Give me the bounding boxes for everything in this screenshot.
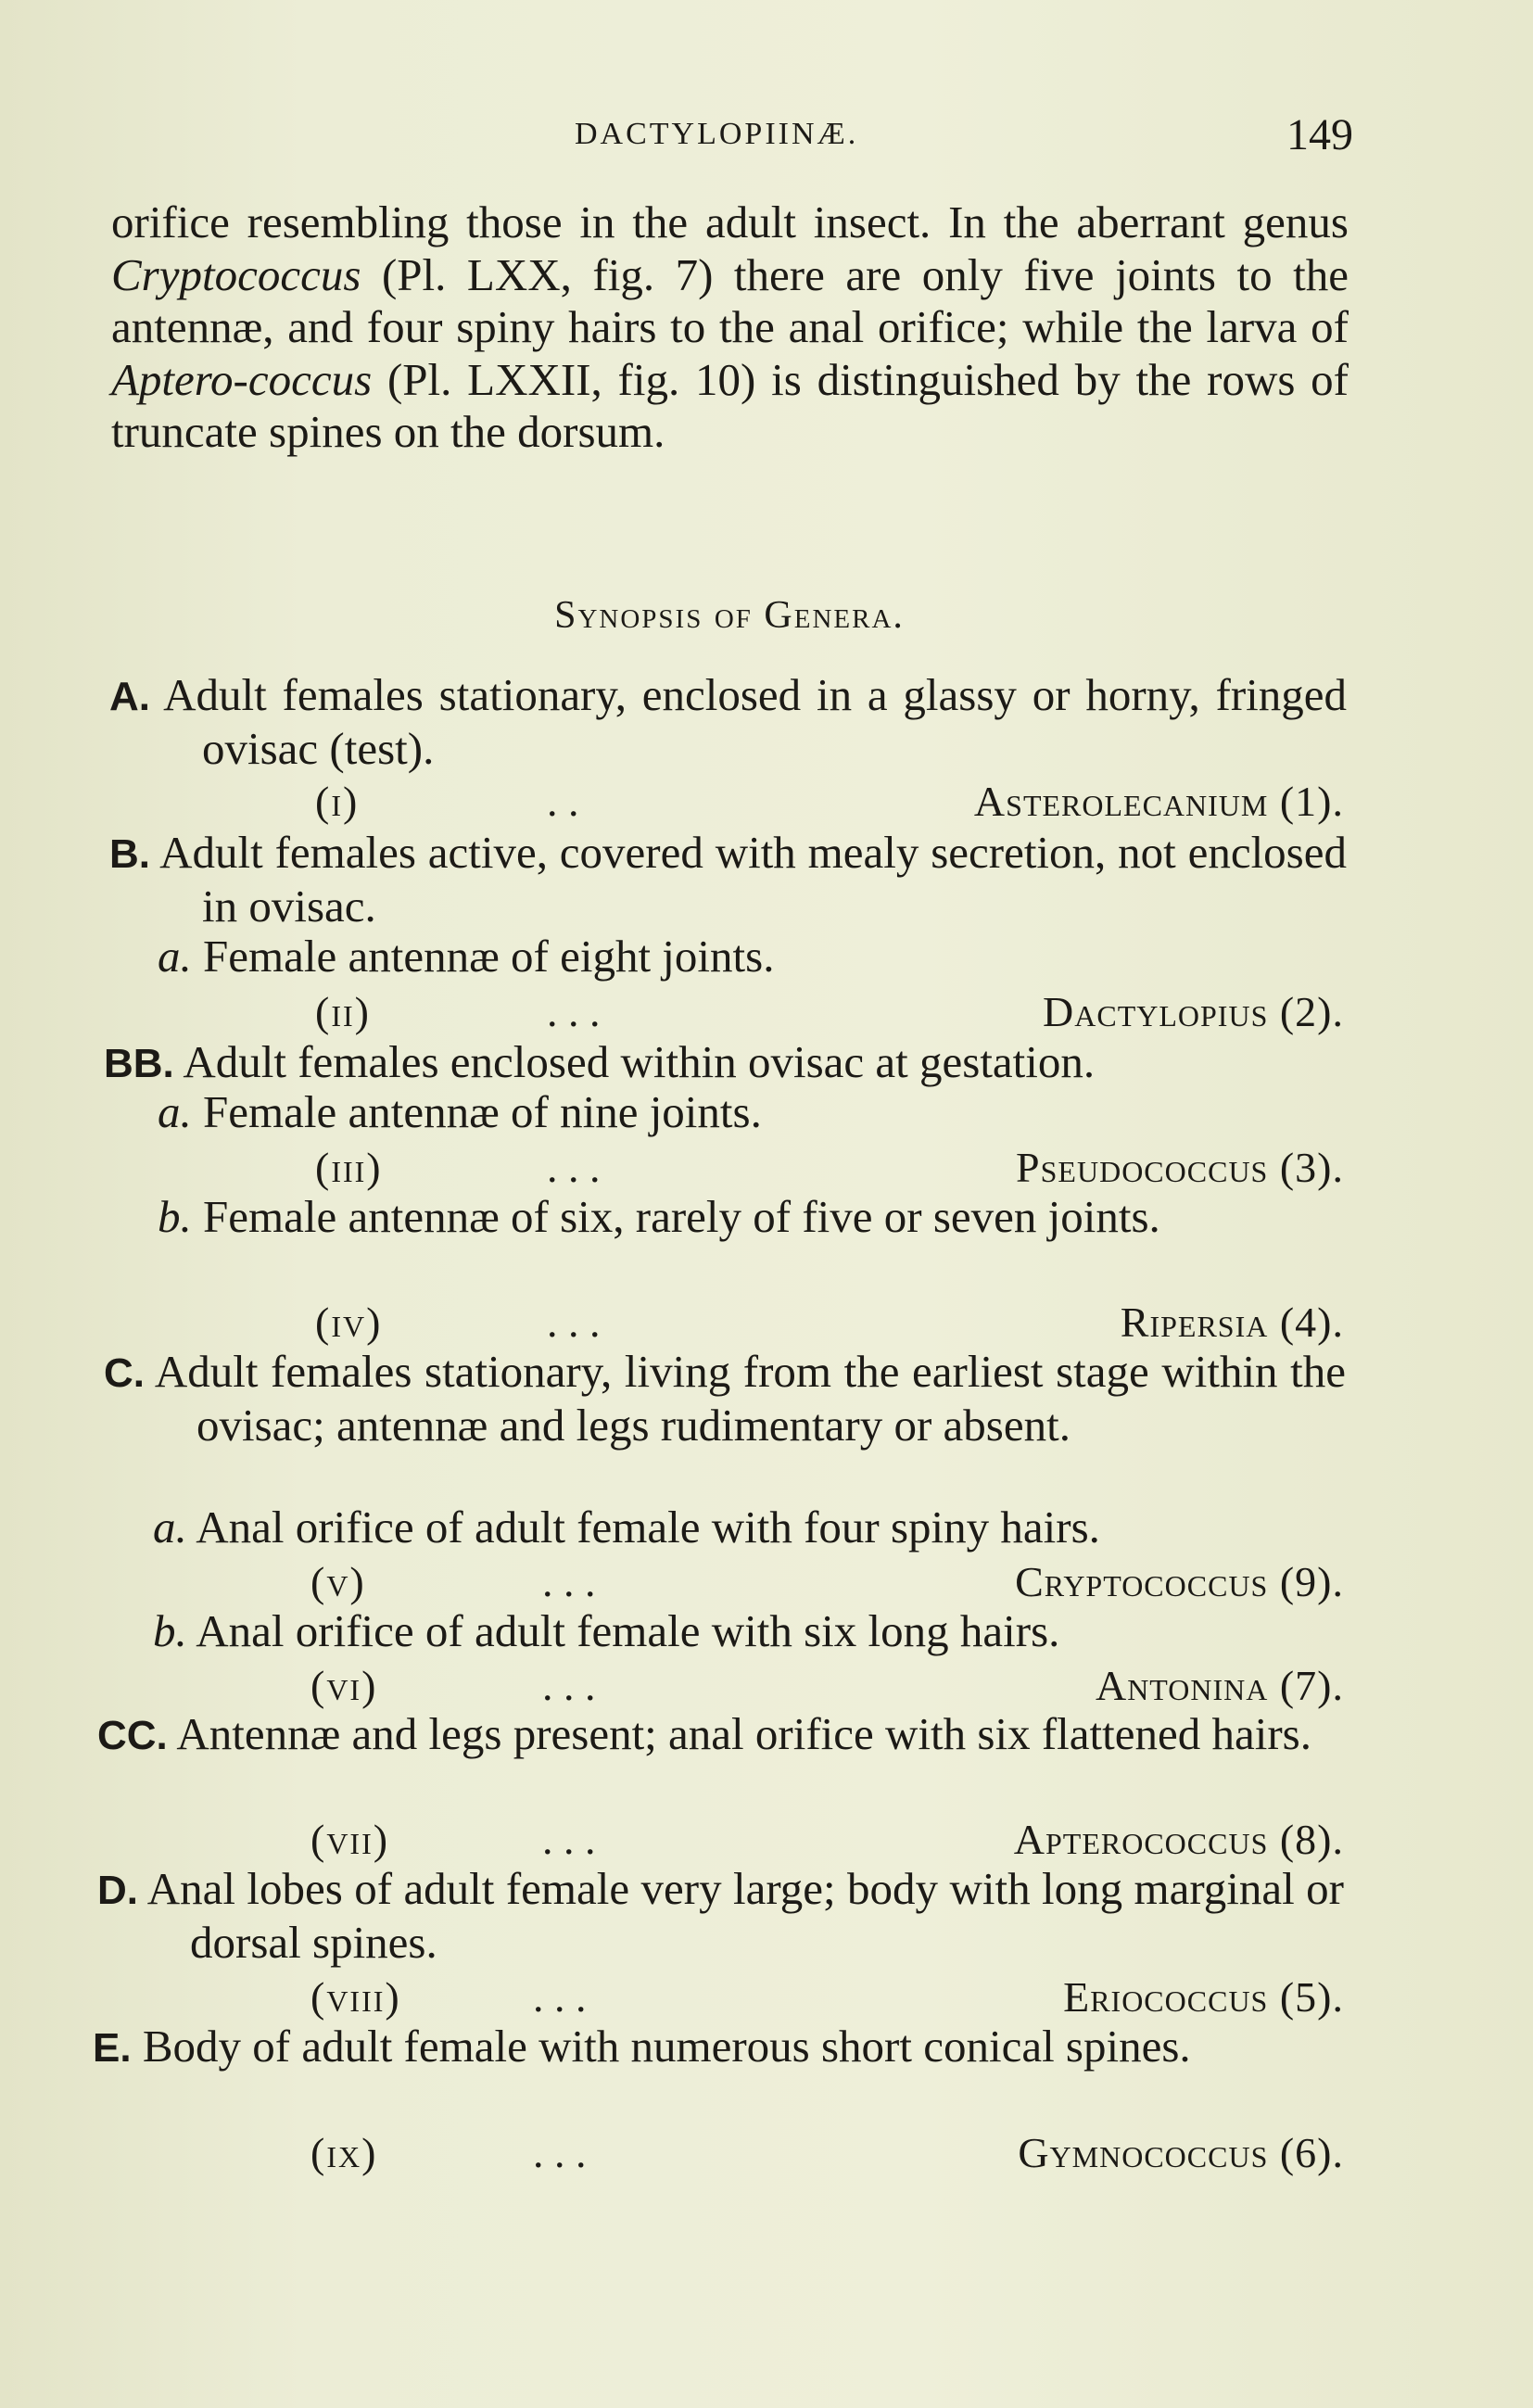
sub-entry-c-b [153, 1605, 1344, 1657]
genus-name: Antonina (7). [1095, 1662, 1344, 1709]
genus-line-asterolecanium [315, 777, 1344, 829]
sub-label: a. [153, 1502, 187, 1553]
key-entry-e [93, 2021, 1344, 2074]
key-label: A. [109, 674, 150, 719]
genus-line-gymnococcus [310, 2128, 1344, 2180]
key-label: E. [93, 2025, 132, 2071]
genus-name: Cryptococcus (9). [1015, 1558, 1344, 1605]
leader-dots: . . [547, 778, 579, 825]
genus-line-pseudococcus [315, 1143, 1344, 1195]
leader-dots: . . . [547, 1299, 601, 1346]
sub-text: Female antennæ of nine joints. [203, 1086, 762, 1137]
genus-name: Gymnococcus (6). [1018, 2129, 1344, 2176]
sub-entry-bb-a [158, 1086, 1344, 1138]
key-text: Anal lobes of adult female very large; body with long marginal or dorsal spines. [146, 1863, 1345, 1968]
sub-entry-b-a [158, 931, 1344, 982]
leader-dots: . . . [547, 1144, 601, 1191]
leader-dots: . . . [533, 2129, 587, 2176]
running-head: DACTYLOPIINÆ. [575, 117, 859, 151]
sub-text: Female antennæ of eight joints. [203, 931, 775, 982]
key-text: Adult females active, covered with mealy secretion, not enclosed in ovisac. [159, 827, 1347, 932]
genus-name: Apterococcus (8). [1013, 1816, 1344, 1863]
leader-dots: . . . [542, 1558, 596, 1605]
key-label: D. [97, 1868, 138, 1913]
genus-name: Ripersia (4). [1120, 1299, 1344, 1346]
intro-text-1: orifice resembling those in the adult insect. In the aberrant genus [111, 196, 1349, 247]
intro-text-2: (Pl. LXX, fig. 7) there are only five joints to the antennæ, and four spiny hairs to the anal orifice; while the larva of [111, 248, 1349, 352]
key-text: Antennæ and legs present; anal orifice with six flattened hairs. [176, 1708, 1311, 1759]
key-text: Adult females enclosed within ovisac at gestation. [183, 1036, 1096, 1087]
genus-line-eriococcus [310, 1972, 1344, 2024]
sub-label: b. [158, 1191, 192, 1242]
key-label: C. [104, 1350, 145, 1396]
leader-dots: . . . [542, 1662, 596, 1709]
genus-line-dactylopius [315, 987, 1344, 1039]
key-entry-c [104, 1346, 1346, 1451]
sub-text: Female antennæ of six, rarely of five or seven joints. [203, 1191, 1160, 1242]
synopsis-title: Synopsis of Genera. [554, 594, 905, 637]
genus-line-ripersia [315, 1298, 1344, 1350]
sub-text: Anal orifice of adult female with six long hairs. [196, 1605, 1060, 1656]
key-entry-d [97, 1863, 1344, 1969]
key-entry-b [109, 827, 1347, 932]
genus-number: (ix) [310, 2129, 378, 2176]
intro-genus-cryptococcus: Cryptococcus [111, 248, 361, 300]
leader-dots: . . . [542, 1816, 596, 1863]
sub-label: a. [158, 1086, 192, 1137]
sub-label: a. [158, 931, 192, 982]
intro-text-3: (Pl. LXXII, fig. 10) is distinguished by the rows of truncate spines on the dorsum. [111, 353, 1349, 457]
key-text: Adult females stationary, enclosed in a glassy or horny, fringed ovisac (test). [163, 669, 1347, 774]
genus-line-cryptococcus [310, 1557, 1344, 1609]
genus-number: (ii) [315, 988, 371, 1035]
genus-number: (vi) [310, 1662, 378, 1709]
key-label: B. [109, 831, 150, 877]
genus-line-antonina [310, 1661, 1344, 1713]
genus-line-apterococcus [310, 1815, 1344, 1867]
genus-number: (iv) [315, 1299, 383, 1346]
key-text: Adult females stationary, living from the earliest stage within the ovisac; antennæ and legs rudimentary or absent. [154, 1346, 1346, 1451]
intro-genus-apterococcus: Aptero-coccus [111, 353, 373, 405]
genus-name: Asterolecanium (1). [973, 778, 1344, 825]
genus-number: (i) [315, 778, 360, 825]
genus-number: (iii) [315, 1144, 383, 1191]
key-entry-a [109, 669, 1347, 775]
leader-dots: . . . [547, 988, 601, 1035]
key-entry-bb [104, 1036, 1346, 1090]
key-entry-cc [97, 1708, 1344, 1762]
genus-number: (vii) [310, 1816, 390, 1863]
key-text: Body of adult female with numerous short conical spines. [142, 2021, 1191, 2072]
genus-number: (v) [310, 1558, 366, 1605]
sub-text: Anal orifice of adult female with four spiny hairs. [196, 1502, 1100, 1553]
genus-name: Dactylopius (2). [1043, 988, 1344, 1035]
genus-name: Pseudococcus (3). [1016, 1144, 1344, 1191]
page-number: 149 [1286, 110, 1353, 159]
sub-entry-c-a [153, 1502, 1344, 1553]
sub-entry-bb-b [158, 1191, 1344, 1243]
genus-name: Eriococcus (5). [1063, 1973, 1344, 2021]
key-label: CC. [97, 1713, 168, 1758]
leader-dots: . . . [533, 1973, 587, 2021]
genus-number: (viii) [310, 1973, 401, 2021]
sub-label: b. [153, 1605, 187, 1656]
key-label: BB. [104, 1041, 174, 1086]
